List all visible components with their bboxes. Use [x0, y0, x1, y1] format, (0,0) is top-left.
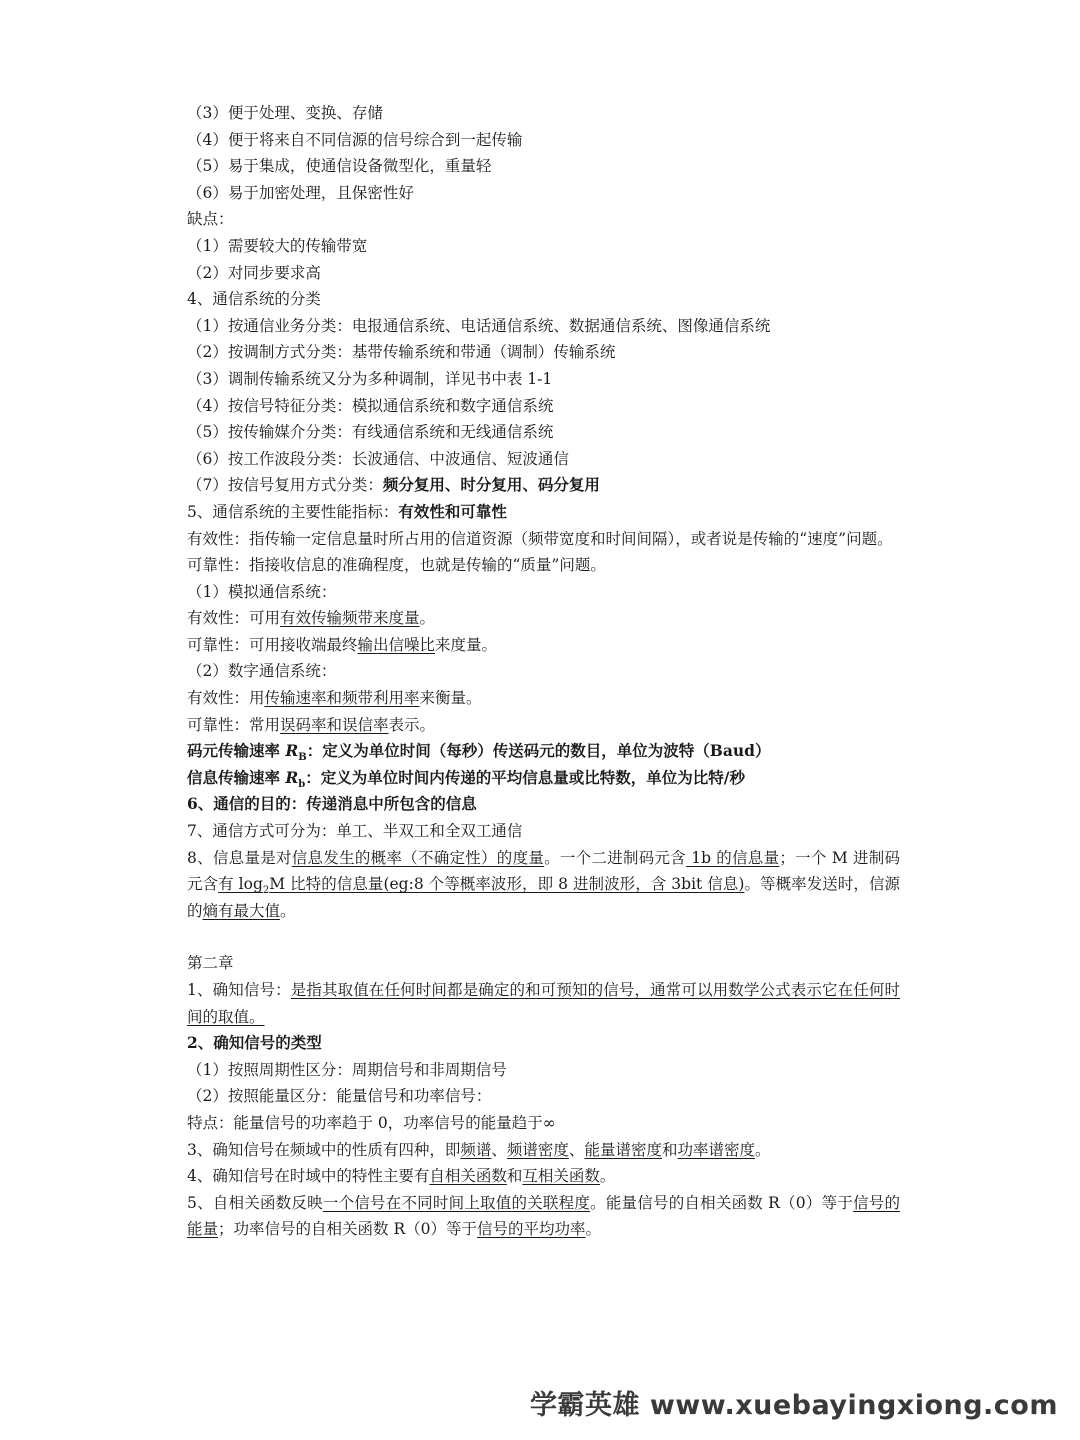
text-span: 可靠性：可用接收端最终	[187, 635, 358, 654]
text-span: 3、确知信号在频域中的性质有四种，即	[187, 1140, 461, 1159]
underlined-text: 信息发生的概率（不确定性）的度量	[291, 848, 545, 867]
text-span: M 比特的信息量(eg:8 个等概率波形，即 8 进制波形，含 3bit 信息)	[269, 875, 745, 894]
section-heading: 2、确知信号的类型	[187, 1033, 322, 1053]
text-line: （1）按照周期性区分：周期信号和非周期信号	[187, 1060, 507, 1079]
text-line	[187, 1137, 900, 1164]
text-span: ；功率信号的自相关函数 R（0）等于	[218, 1220, 477, 1239]
text-line: （1）按通信业务分类：电报通信系统、电话通信系统、数据通信系统、图像通信系统	[187, 316, 771, 335]
text-span: 。等概率发送时，信源的	[187, 875, 900, 920]
text-line: （5）按传输媒介分类：有线通信系统和无线通信系统	[187, 423, 554, 442]
text-line	[187, 632, 900, 659]
watermark: 学霸英雄 www.xuebayingxiong.com	[529, 1390, 1058, 1421]
text-span: 。	[754, 1140, 771, 1159]
text-span: 可靠性：常用	[187, 715, 281, 734]
text-span: 5、自相关函数反映	[187, 1193, 323, 1212]
definition-line	[187, 765, 900, 792]
text-line	[187, 1163, 900, 1190]
text-span: 5、通信系统的主要性能指标：	[187, 502, 399, 521]
section-heading: 4、通信系统的分类	[187, 290, 321, 309]
underlined-text: 输出信噪比	[357, 635, 436, 654]
section-heading	[187, 499, 900, 526]
text-span: 。	[280, 901, 296, 920]
underlined-text: 熵有最大值	[202, 901, 281, 920]
underlined-text: 误码率和误信率	[280, 715, 389, 734]
text-span: 1、确知信号：	[187, 981, 291, 999]
text-line: （1）需要较大的传输带宽	[187, 236, 368, 255]
text-span: 4、确知信号在时域中的特性主要有	[187, 1167, 430, 1186]
text-span: 表示。	[388, 715, 436, 734]
underlined-text	[218, 875, 745, 897]
text-paragraph	[187, 977, 900, 1030]
underlined-text: 有效传输频带来度量	[280, 609, 420, 628]
text-line: （2）对同步要求高	[187, 263, 321, 282]
section-heading: 6、通信的目的：传递消息中所包含的信息	[187, 794, 477, 814]
text-line: （1）模拟通信系统：	[187, 582, 337, 601]
text-span: 有效性：用	[187, 689, 265, 708]
text-line: （3）调制传输系统又分为多种调制，详见书中表 1-1	[187, 369, 553, 388]
text-span: ：定义为单位时间（每秒）传送码元的数目，单位为波特（Baud）	[306, 741, 771, 761]
text-span: 。一个二进制码元含	[544, 848, 687, 867]
text-line	[187, 605, 900, 632]
text-line: （2）按调制方式分类：基带传输系统和带通（调制）传输系统	[187, 343, 616, 362]
underlined-text: 频谱密度	[506, 1140, 569, 1159]
text-span: 来衡量。	[419, 689, 482, 708]
text-span: 、	[491, 1140, 507, 1159]
subscript: b	[298, 778, 306, 790]
underlined-text: 传输速率和频带利用率	[264, 689, 420, 708]
text-span: ：定义为单位时间内传递的平均信息量或比特数，单位为比特/秒	[305, 767, 745, 787]
text-span: 8、信息量是对	[187, 848, 292, 867]
text-span: 有 log	[218, 875, 263, 894]
underlined-text: 功率谱密度	[677, 1140, 755, 1159]
spacer	[187, 924, 900, 950]
subscript: 2	[262, 885, 270, 897]
text-line: 特点：能量信号的功率趋于 0，功率信号的能量趋于∞	[187, 1113, 556, 1132]
text-line	[187, 712, 900, 739]
definition-line	[187, 738, 900, 765]
text-span: 。	[599, 1167, 616, 1186]
text-line: （2）数字通信系统：	[187, 662, 337, 681]
text-paragraph	[187, 1190, 900, 1243]
text-line: （6）按工作波段分类：长波通信、中波通信、短波通信	[187, 449, 569, 468]
text-span: 。	[585, 1220, 602, 1239]
text-line: （6）易于加密处理，且保密性好	[187, 183, 414, 202]
underlined-text: 互相关函数	[522, 1167, 600, 1186]
text-span: 来度量。	[435, 635, 498, 654]
text-line	[187, 472, 900, 499]
underlined-text: 是指其取值在任何时间都是确定的和可预知的信号，通常可以用数学公式表示它在任何时间的取值。	[187, 981, 900, 1026]
underlined-text: 信号的平均功率	[476, 1220, 586, 1239]
text-line: 7、通信方式可分为：单工、半双工和全双工通信	[187, 822, 523, 841]
text-paragraph	[187, 845, 900, 925]
underlined-text: 一个信号在不同时间上取值的关联程度	[322, 1193, 591, 1212]
chapter-heading: 第二章	[187, 954, 234, 973]
text-line: （2）按照能量区分：能量信号和功率信号：	[187, 1087, 492, 1106]
symbol: R	[285, 767, 299, 787]
document-page	[187, 100, 900, 1243]
subscript: B	[298, 752, 307, 764]
underlined-text: 频谱	[460, 1140, 492, 1159]
symbol: R	[285, 741, 299, 761]
text-span: 码元传输速率	[187, 741, 286, 761]
text-span: ；一个 M 进制码元含	[187, 848, 900, 894]
text-line: （5）易于集成，使通信设备微型化，重量轻	[187, 157, 492, 176]
underlined-text: 信号的能量	[187, 1193, 900, 1239]
text-paragraph: 有效性：指传输一定信息量时所占用的信道资源（频带宽度和时间间隔），或者说是传输的“速度”问题。	[187, 529, 893, 548]
underlined-text: 1b 的信息量	[686, 848, 780, 867]
text-line: （3）便于处理、变换、存储	[187, 104, 383, 122]
text-span: 和	[506, 1167, 523, 1186]
underlined-text: 自相关函数	[429, 1167, 507, 1186]
bold-text: 有效性和可靠性	[398, 501, 507, 521]
text-span: 和	[661, 1140, 678, 1159]
text-span: 。能量信号的自相关函数 R（0）等于	[590, 1193, 854, 1212]
bold-text: 频分复用、时分复用、码分复用	[382, 475, 600, 495]
text-span: 信息传输速率	[187, 767, 286, 787]
underlined-text: 能量谱密度	[584, 1140, 662, 1159]
text-span: 。	[419, 609, 436, 628]
text-line: 缺点：	[187, 210, 234, 229]
text-line: （4）按信号特征分类：模拟通信系统和数字通信系统	[187, 396, 554, 415]
text-line	[187, 685, 900, 712]
text-span: 、	[568, 1140, 585, 1159]
text-span: （7）按信号复用方式分类：	[187, 476, 383, 495]
text-line: （4）便于将来自不同信源的信号综合到一起传输	[187, 130, 523, 149]
text-line: 可靠性：指接收信息的准确程度，也就是传输的“质量”问题。	[187, 556, 606, 575]
text-span: 有效性：可用	[187, 609, 281, 628]
